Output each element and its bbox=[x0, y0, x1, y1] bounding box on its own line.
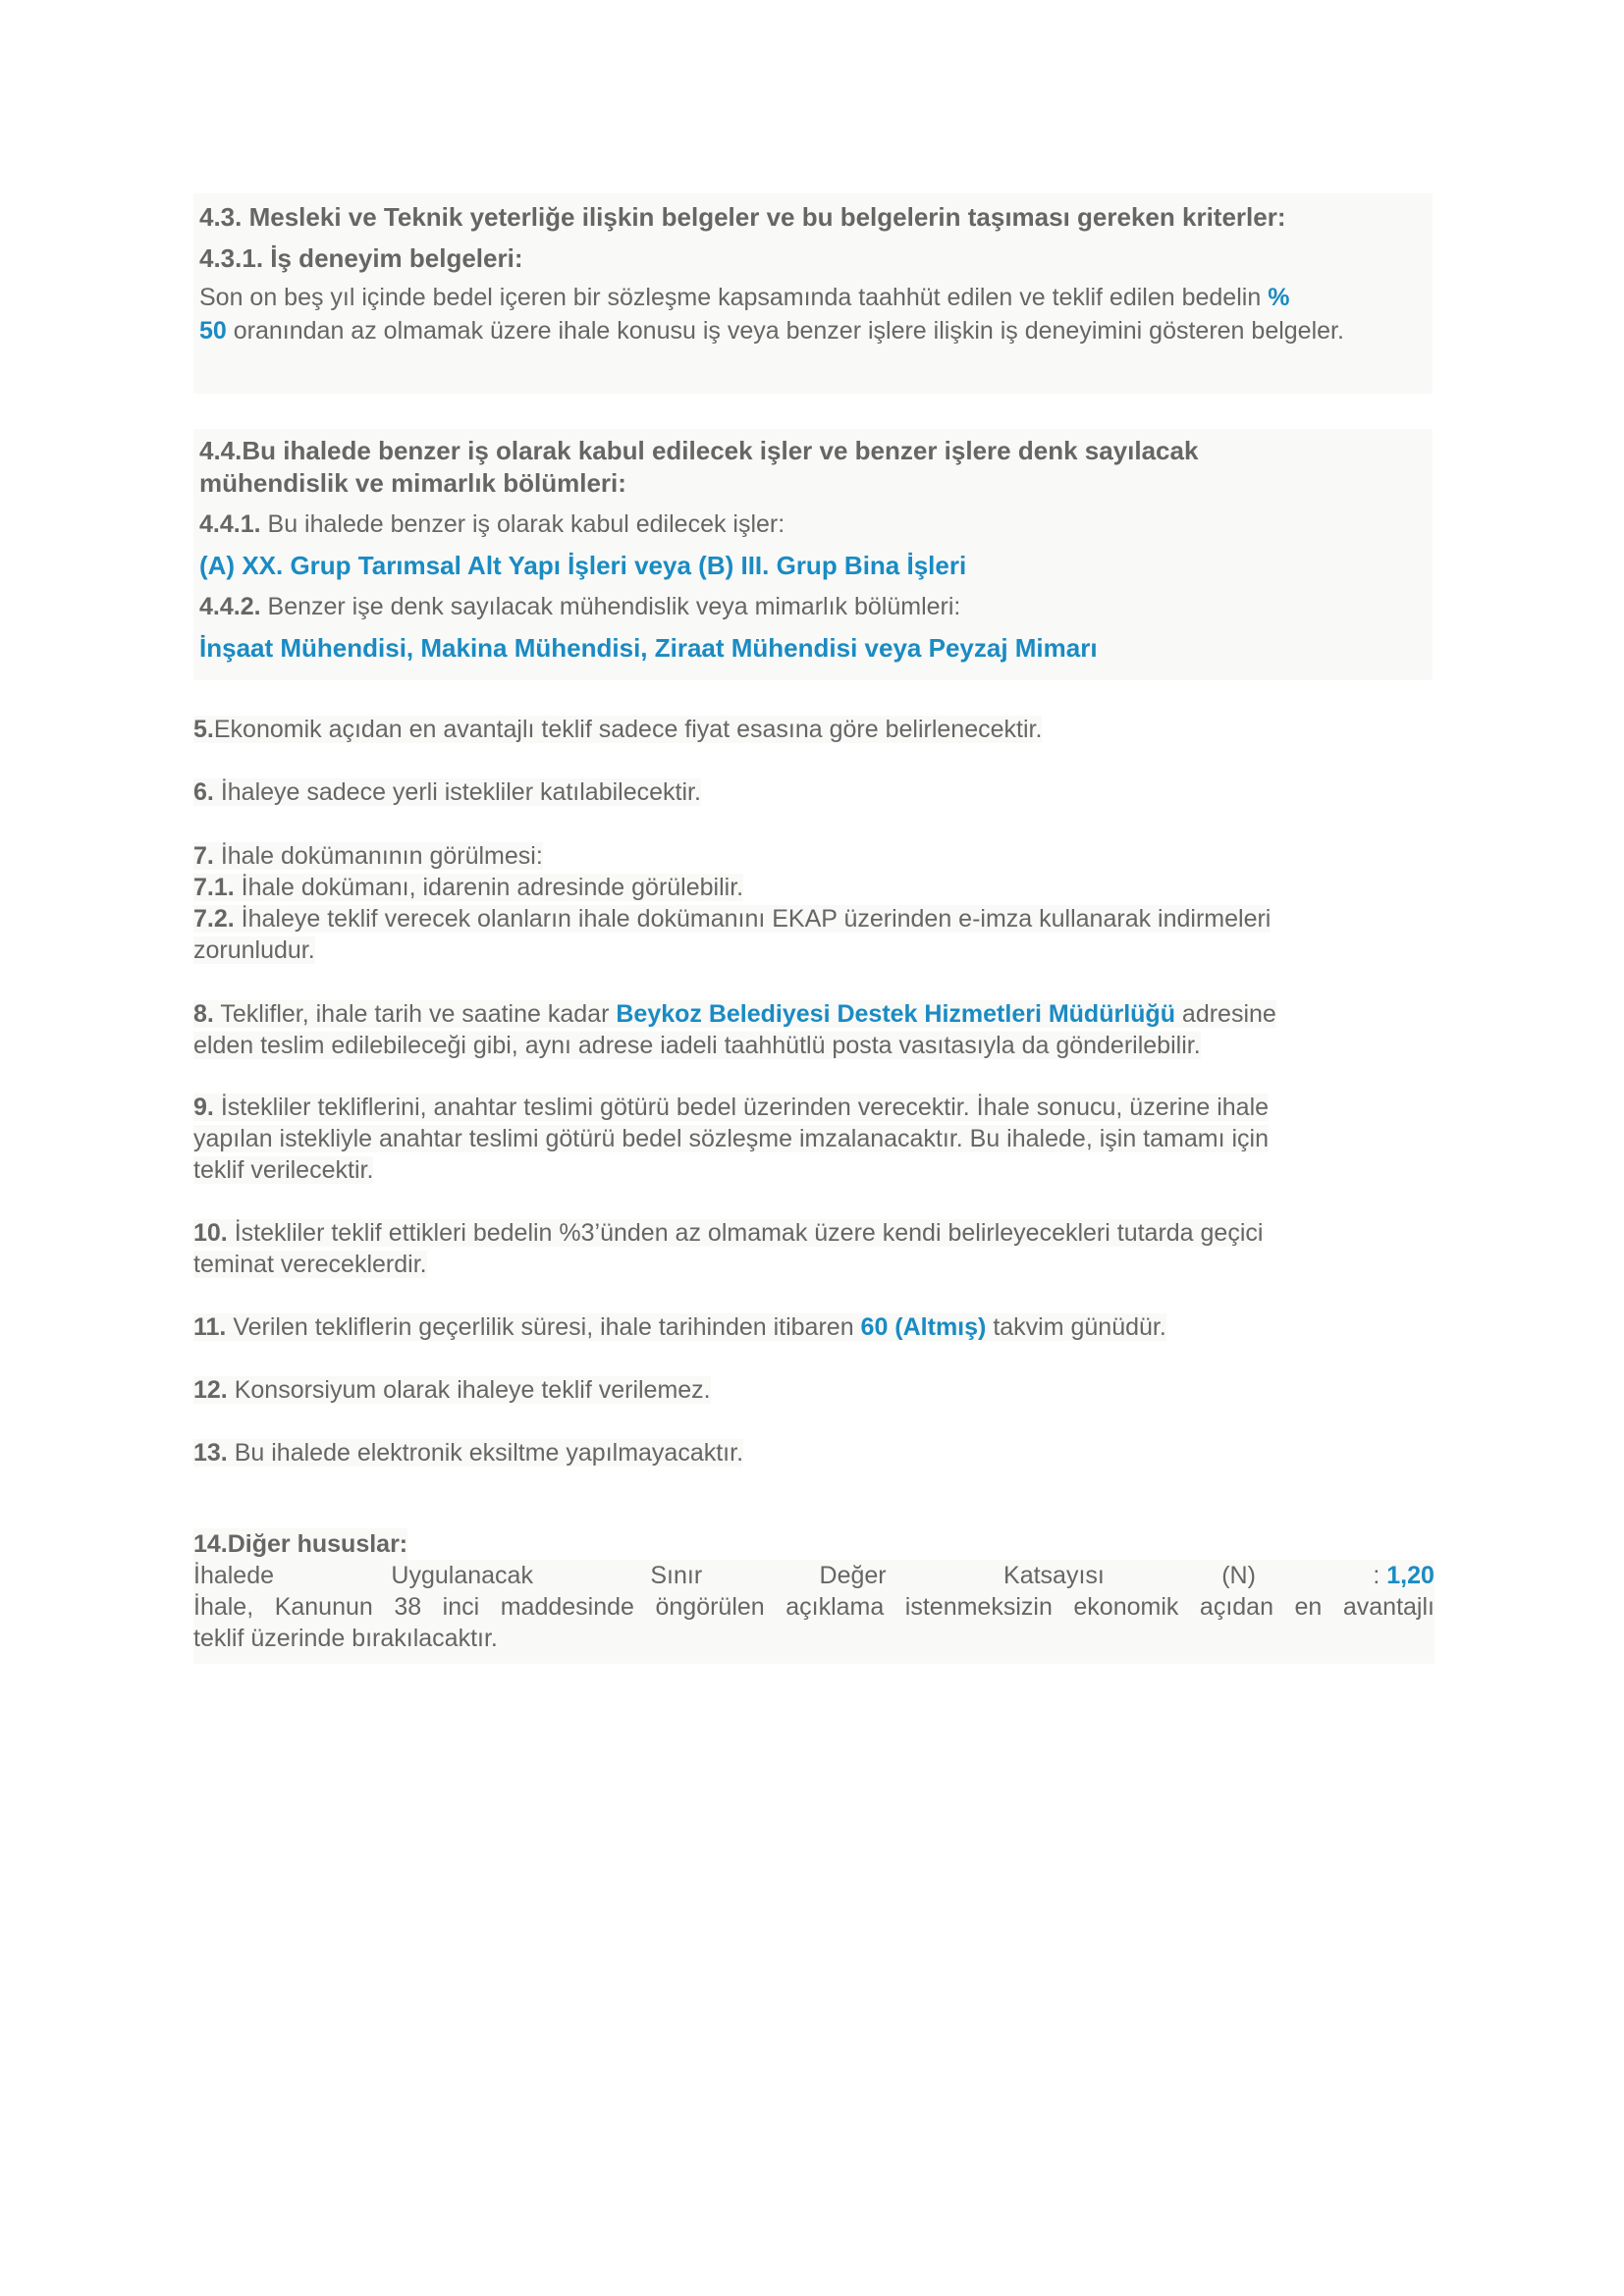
text-a: Son on beş yıl içinde bedel içeren bir sözleşme kapsamında taahhüt edilen ve teklif edilen bedelin bbox=[199, 284, 1262, 311]
section-text: İstekliler tekliflerini, anahtar teslimi götürü bedel üzerinden verecektir. İhale sonucu, üzerine ihale bbox=[220, 1094, 1270, 1121]
similar-works-value: (A) XX. Grup Tarımsal Alt Yapı İşleri veya (B) III. Grup Bina İşleri bbox=[199, 551, 967, 580]
section-14-body bbox=[193, 1560, 1435, 1664]
section-text: İhale dokümanının görülmesi: bbox=[220, 842, 543, 870]
section-7 bbox=[193, 840, 1271, 966]
section-number: 7. bbox=[193, 842, 214, 870]
percent-value: 50 bbox=[199, 317, 227, 345]
section-text: takvim günüdür. bbox=[993, 1313, 1166, 1341]
section-9 bbox=[193, 1092, 1269, 1186]
section-text-cont: teminat vereceklerdir. bbox=[193, 1251, 427, 1278]
section-text-cont: elden teslim edilebileceği gibi, aynı adrese iadeli taahhütlü posta vasıtasıyla da gönderilebilir. bbox=[193, 1032, 1201, 1059]
coefficient-value: 1,20 bbox=[1386, 1562, 1435, 1589]
section-number: 11. bbox=[193, 1313, 227, 1341]
section-4-3-1-text bbox=[199, 275, 1427, 347]
item-text: İhale dokümanı, idarenin adresinde görülebilir. bbox=[241, 874, 744, 901]
section-4-4 bbox=[193, 429, 1433, 680]
section-4-4-2 bbox=[199, 582, 1427, 623]
row-word: İhalede bbox=[193, 1562, 275, 1589]
item-text: Benzer işe denk sayılacak mühendislik veya mimarlık bölümleri: bbox=[267, 593, 961, 620]
section-number: 9. bbox=[193, 1094, 214, 1121]
section-4-4-heading: 4.4.Bu ihalede benzer iş olarak kabul edilecek işler ve benzer işlere denk sayılacak mühendislik ve mimarlık bölümleri: bbox=[199, 436, 1199, 498]
threshold-coefficient-row bbox=[193, 1560, 1435, 1591]
section-number: 13. bbox=[193, 1439, 228, 1467]
section-text: Ekonomik açıdan en avantajlı teklif sadece fiyat esasına göre belirlenecektir. bbox=[213, 716, 1043, 743]
section-10 bbox=[193, 1217, 1263, 1280]
percent-sign: % bbox=[1268, 284, 1290, 311]
section-number: 8. bbox=[193, 1000, 214, 1028]
row-word: Uygulanacak bbox=[391, 1562, 533, 1589]
coefficient bbox=[1373, 1560, 1435, 1591]
section-13 bbox=[193, 1437, 743, 1468]
section-6 bbox=[193, 776, 701, 808]
section-4-3-1-heading: 4.3.1. İş deneyim belgeleri: bbox=[199, 243, 523, 273]
section-8 bbox=[193, 998, 1276, 1061]
row-word: (N) bbox=[1221, 1562, 1256, 1589]
section-number: 5. bbox=[193, 716, 214, 743]
delivery-place: Beykoz Belediyesi Destek Hizmetleri Müdürlüğü bbox=[616, 1000, 1175, 1028]
section-11 bbox=[193, 1311, 1166, 1343]
section-number: 10. bbox=[193, 1219, 228, 1247]
validity-period: 60 (Altmış) bbox=[860, 1313, 987, 1341]
section-text: Bu ihalede elektronik eksiltme yapılmayacaktır. bbox=[234, 1439, 744, 1467]
item-text: Bu ihalede benzer iş olarak kabul edilecek işler: bbox=[267, 510, 785, 538]
section-number: 6. bbox=[193, 778, 214, 806]
section-text-cont: yapılan istekliyle anahtar teslimi götürü bedel sözleşme imzalanacaktır. Bu ihalede, işin tamamı için bbox=[193, 1125, 1269, 1152]
section-text: İstekliler teklif ettikleri bedelin %3’ünden az olmamak üzere kendi belirleyecekleri tutarda geçici bbox=[234, 1219, 1264, 1247]
section-4-4-1 bbox=[199, 500, 1427, 541]
row-word: Sınır bbox=[650, 1562, 703, 1589]
section-text: adresine bbox=[1181, 1000, 1276, 1028]
section-text-cont: teklif verilecektir. bbox=[193, 1156, 374, 1184]
colon: : bbox=[1373, 1562, 1380, 1589]
row-word: Değer bbox=[819, 1562, 887, 1589]
section-5 bbox=[193, 714, 1042, 745]
section-14 bbox=[193, 1528, 1435, 1664]
section-text: Teklifler, ihale tarih ve saatine kadar bbox=[220, 1000, 610, 1028]
item-text: İhaleye teklif verecek olanların ihale dokümanını EKAP üzerinden e-imza kullanarak indirmeleri bbox=[241, 905, 1272, 933]
engineering-departments-value: İnşaat Mühendisi, Makina Mühendisi, Ziraat Mühendisi veya Peyzaj Mimarı bbox=[199, 633, 1098, 663]
section-text: Verilen tekliflerin geçerlilik süresi, ihale tarihinden itibaren bbox=[233, 1313, 854, 1341]
section-14-title: 14.Diğer hususlar: bbox=[193, 1530, 408, 1558]
text-b: oranından az olmamak üzere ihale konusu iş veya benzer işlere ilişkin iş deneyimini gösteren belgeler. bbox=[233, 317, 1344, 345]
section-14-text: İhale, Kanunun 38 inci maddesinde öngörülen açıklama istenmeksizin ekonomik açıdan en avantajlı bbox=[193, 1593, 1435, 1621]
section-text: İhaleye sadece yerli istekliler katılabilecektir. bbox=[220, 778, 701, 806]
item-number: 7.2. bbox=[193, 905, 235, 933]
item-number: 7.1. bbox=[193, 874, 235, 901]
item-number: 4.4.2. bbox=[199, 593, 261, 620]
row-word: Katsayısı bbox=[1003, 1562, 1105, 1589]
section-12 bbox=[193, 1374, 711, 1406]
section-text: Konsorsiyum olarak ihaleye teklif verilemez. bbox=[234, 1376, 711, 1404]
section-4-3 bbox=[193, 193, 1433, 394]
item-number: 4.4.1. bbox=[199, 510, 261, 538]
item-text-cont: zorunludur. bbox=[193, 936, 315, 964]
section-4-3-heading: 4.3. Mesleki ve Teknik yeterliğe ilişkin belgeler ve bu belgelerin taşıması gereken kriterler: bbox=[199, 202, 1286, 232]
section-number: 12. bbox=[193, 1376, 228, 1404]
section-14-text-cont: teklif üzerinde bırakılacaktır. bbox=[193, 1625, 498, 1652]
